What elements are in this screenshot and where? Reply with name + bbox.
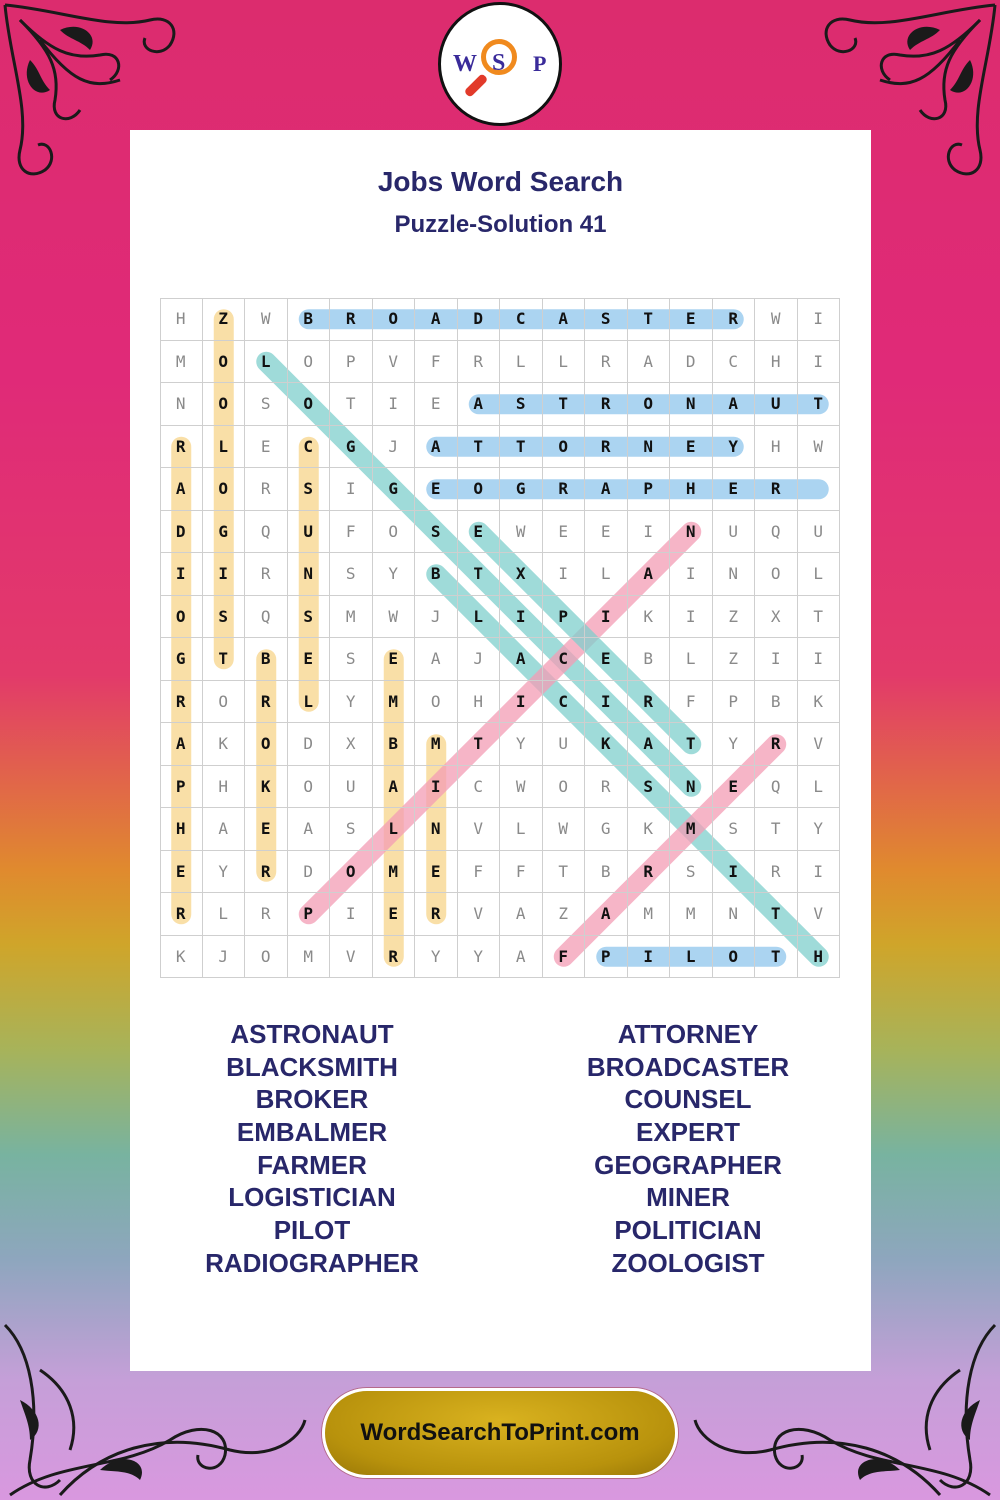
grid-cell: Y xyxy=(415,936,458,979)
grid-cell: I xyxy=(500,681,543,724)
grid-cell: R xyxy=(628,681,671,724)
grid-cell: Y xyxy=(373,553,416,596)
grid-cell: T xyxy=(543,851,586,894)
grid-cell: P xyxy=(628,468,671,511)
grid-cell: E xyxy=(585,511,628,554)
wsp-logo xyxy=(438,2,562,126)
grid-cell: M xyxy=(373,681,416,724)
word-list-item: LOGISTICIAN xyxy=(228,1182,396,1213)
grid-cell: X xyxy=(500,553,543,596)
grid-cell: F xyxy=(670,681,713,724)
grid-cell: C xyxy=(713,341,756,384)
grid-cell: N xyxy=(670,511,713,554)
grid-cell: B xyxy=(628,638,671,681)
grid-cell: B xyxy=(585,851,628,894)
grid-cell: L xyxy=(203,426,246,469)
grid-cell: N xyxy=(670,766,713,809)
word-list-item: BROADCASTER xyxy=(586,1051,790,1082)
grid-cell: S xyxy=(330,808,373,851)
grid-cell: A xyxy=(585,893,628,936)
grid-cell: I xyxy=(543,553,586,596)
grid-cell: O xyxy=(458,468,501,511)
grid-cell: R xyxy=(245,893,288,936)
logo-letter-w: W xyxy=(453,51,477,77)
grid-cell: O xyxy=(203,681,246,724)
grid-cell: G xyxy=(373,468,416,511)
grid-cell: M xyxy=(373,851,416,894)
grid-cell: I xyxy=(798,298,841,341)
grid-cell: P xyxy=(585,936,628,979)
grid-cell: T xyxy=(755,936,798,979)
grid-cell: I xyxy=(585,681,628,724)
grid-cell: O xyxy=(713,936,756,979)
grid-cell: L xyxy=(798,553,841,596)
grid-cell: Q xyxy=(755,511,798,554)
grid-cell: A xyxy=(500,936,543,979)
grid-cell: U xyxy=(543,723,586,766)
grid-cell: V xyxy=(458,808,501,851)
grid-cell: W xyxy=(798,426,841,469)
grid-cell: E xyxy=(415,468,458,511)
grid-cell: T xyxy=(203,638,246,681)
grid-cell: O xyxy=(288,383,331,426)
grid-cell: E xyxy=(415,851,458,894)
grid-cell: H xyxy=(160,298,203,341)
grid-cell: R xyxy=(755,851,798,894)
grid-cell: W xyxy=(245,298,288,341)
grid-cell: Q xyxy=(245,511,288,554)
grid-cell: R xyxy=(458,341,501,384)
grid-cell: R xyxy=(160,426,203,469)
grid-cell: T xyxy=(670,723,713,766)
grid-cell: O xyxy=(203,341,246,384)
word-list-item: PILOT xyxy=(273,1215,351,1246)
grid-cell: I xyxy=(713,851,756,894)
grid-cell: L xyxy=(670,936,713,979)
grid-cell: E xyxy=(713,468,756,511)
grid-cell: D xyxy=(160,511,203,554)
grid-cell: V xyxy=(458,893,501,936)
grid-cell: I xyxy=(203,553,246,596)
grid-cell: B xyxy=(245,638,288,681)
grid-cell: Z xyxy=(543,893,586,936)
grid-cell: A xyxy=(628,723,671,766)
grid-cell: X xyxy=(755,596,798,639)
page-title: Jobs Word Search xyxy=(377,166,624,197)
grid-cell: I xyxy=(415,766,458,809)
grid-cell: E xyxy=(288,638,331,681)
grid-cell: G xyxy=(585,808,628,851)
grid-cell: L xyxy=(585,553,628,596)
grid-cell: R xyxy=(543,468,586,511)
grid-cell: A xyxy=(713,383,756,426)
grid-cell: H xyxy=(160,808,203,851)
grid-cell: O xyxy=(245,723,288,766)
grid-cell: N xyxy=(415,808,458,851)
grid-cell: A xyxy=(628,553,671,596)
grid-cell: H xyxy=(458,681,501,724)
grid-cell: A xyxy=(628,341,671,384)
grid-cell: R xyxy=(373,936,416,979)
grid-cell: N xyxy=(713,553,756,596)
grid-cell: H xyxy=(798,936,841,979)
grid-cell: K xyxy=(203,723,246,766)
grid-cell: P xyxy=(330,341,373,384)
word-list-item: POLITICIAN xyxy=(614,1215,762,1246)
grid-cell: R xyxy=(245,851,288,894)
grid-cell: F xyxy=(500,851,543,894)
grid-cell: E xyxy=(458,511,501,554)
grid-cell: A xyxy=(543,298,586,341)
grid-cell: I xyxy=(330,468,373,511)
grid-cell: H xyxy=(203,766,246,809)
grid-cell: Z xyxy=(713,638,756,681)
grid-cell: O xyxy=(288,341,331,384)
grid-cell: J xyxy=(373,426,416,469)
grid-cell: O xyxy=(330,851,373,894)
word-list-item: ZOOLOGIST xyxy=(611,1247,765,1278)
grid-cell: M xyxy=(670,808,713,851)
grid-cell: E xyxy=(245,808,288,851)
grid-cell: E xyxy=(543,511,586,554)
grid-cell: M xyxy=(628,893,671,936)
grid-cell: G xyxy=(500,468,543,511)
grid-cell: F xyxy=(543,936,586,979)
grid-cell: A xyxy=(160,468,203,511)
grid-cell: C xyxy=(500,298,543,341)
grid-cell: L xyxy=(798,766,841,809)
grid-cell: L xyxy=(500,341,543,384)
grid-cell: V xyxy=(330,936,373,979)
grid-cell: R xyxy=(585,383,628,426)
word-list-left xyxy=(147,1018,477,1280)
grid-cell: W xyxy=(543,808,586,851)
grid-cell: B xyxy=(415,553,458,596)
grid-cell: B xyxy=(288,298,331,341)
grid-cell: L xyxy=(288,681,331,724)
grid-cell: Z xyxy=(713,596,756,639)
grid-cell: K xyxy=(798,681,841,724)
word-list-item: RADIOGRAPHER xyxy=(205,1247,419,1278)
grid-cell: B xyxy=(373,723,416,766)
grid-cell: I xyxy=(330,893,373,936)
word-list-item: EXPERT xyxy=(635,1117,741,1148)
grid-cell: L xyxy=(543,341,586,384)
website-link-label: WordSearchToPrint.com xyxy=(360,1419,640,1446)
grid-cell: C xyxy=(458,766,501,809)
grid-cell: S xyxy=(330,638,373,681)
grid-cell: N xyxy=(160,383,203,426)
grid-cell: Y xyxy=(330,681,373,724)
grid-cell: U xyxy=(798,511,841,554)
grid-cell: R xyxy=(245,553,288,596)
grid-cell: A xyxy=(585,468,628,511)
grid-cell: B xyxy=(755,681,798,724)
grid-cell: T xyxy=(500,426,543,469)
grid-cell: R xyxy=(755,468,798,511)
grid-cell: I xyxy=(670,553,713,596)
grid-cell: V xyxy=(373,341,416,384)
grid-cell: F xyxy=(415,341,458,384)
grid-cell: C xyxy=(543,681,586,724)
grid-cell: U xyxy=(288,511,331,554)
grid-cell: Y xyxy=(458,936,501,979)
grid-cell: P xyxy=(160,766,203,809)
grid-cell: O xyxy=(373,298,416,341)
grid-cell: T xyxy=(543,383,586,426)
grid-cell: M xyxy=(160,341,203,384)
grid-cell: P xyxy=(543,596,586,639)
grid-cell: I xyxy=(755,638,798,681)
grid-cell: S xyxy=(670,851,713,894)
word-list-item: FARMER xyxy=(257,1149,367,1180)
grid-cell: E xyxy=(670,298,713,341)
grid-cell: H xyxy=(755,426,798,469)
grid-cell: T xyxy=(458,553,501,596)
grid-cell: O xyxy=(415,681,458,724)
grid-cell: M xyxy=(415,723,458,766)
grid-cell: P xyxy=(713,681,756,724)
grid-cell: O xyxy=(373,511,416,554)
grid-cell: U xyxy=(713,511,756,554)
grid-cell: S xyxy=(245,383,288,426)
grid-cell: E xyxy=(713,766,756,809)
grid-cell: R xyxy=(160,681,203,724)
grid-cell: E xyxy=(585,638,628,681)
grid-cell xyxy=(798,468,841,511)
grid-cell: U xyxy=(330,766,373,809)
grid-cell: I xyxy=(160,553,203,596)
grid-cell: I xyxy=(798,638,841,681)
grid-cell: X xyxy=(330,723,373,766)
grid-cell: I xyxy=(798,341,841,384)
word-list-item: BROKER xyxy=(255,1084,369,1115)
grid-cell: V xyxy=(798,893,841,936)
grid-cell: R xyxy=(245,681,288,724)
grid-cell: S xyxy=(713,808,756,851)
grid-cell: M xyxy=(288,936,331,979)
page-subtitle: Puzzle-Solution 41 xyxy=(394,211,607,238)
grid-cell: G xyxy=(160,638,203,681)
grid-cell: N xyxy=(713,893,756,936)
grid-cell: F xyxy=(458,851,501,894)
grid-cell: T xyxy=(798,596,841,639)
grid-cell: A xyxy=(415,426,458,469)
grid-cell: S xyxy=(585,298,628,341)
grid-cell: M xyxy=(330,596,373,639)
word-list-item: MINER xyxy=(646,1182,730,1213)
word-list-right xyxy=(523,1018,853,1280)
grid-cell: S xyxy=(288,468,331,511)
grid-cell: R xyxy=(245,468,288,511)
grid-cell: S xyxy=(203,596,246,639)
grid-cell: O xyxy=(288,766,331,809)
grid-cell: L xyxy=(203,893,246,936)
grid-cell: W xyxy=(500,511,543,554)
grid-cell: N xyxy=(628,426,671,469)
grid-cell: E xyxy=(415,383,458,426)
grid-cell: L xyxy=(245,341,288,384)
grid-cell: H xyxy=(755,341,798,384)
logo-letter-p: P xyxy=(533,51,547,76)
logo-letter-s: S xyxy=(492,50,506,76)
grid-cell: A xyxy=(458,383,501,426)
grid-cell: A xyxy=(415,638,458,681)
grid-cell: A xyxy=(415,298,458,341)
grid-cell: Q xyxy=(245,596,288,639)
grid-cell: K xyxy=(585,723,628,766)
word-list-item: COUNSEL xyxy=(624,1084,752,1115)
grid-cell: E xyxy=(245,426,288,469)
grid-cell: R xyxy=(330,298,373,341)
grid-cell: G xyxy=(330,426,373,469)
grid-cell: L xyxy=(373,808,416,851)
grid-cell: V xyxy=(798,723,841,766)
grid-cell: N xyxy=(670,383,713,426)
grid-cell: D xyxy=(458,298,501,341)
grid-cell: C xyxy=(288,426,331,469)
grid-cell: R xyxy=(415,893,458,936)
grid-cell: O xyxy=(203,468,246,511)
grid-cell: Z xyxy=(203,298,246,341)
grid-cell: O xyxy=(543,766,586,809)
grid-cell: K xyxy=(245,766,288,809)
grid-cell: H xyxy=(670,468,713,511)
grid-cell: E xyxy=(373,638,416,681)
grid-cell: D xyxy=(670,341,713,384)
grid-cell: J xyxy=(458,638,501,681)
grid-cell: T xyxy=(330,383,373,426)
grid-cell: P xyxy=(288,893,331,936)
grid-cell: M xyxy=(670,893,713,936)
grid-cell: D xyxy=(288,851,331,894)
grid-cell: T xyxy=(798,383,841,426)
grid-cell: I xyxy=(628,511,671,554)
word-list-item: GEOGRAPHER xyxy=(594,1149,782,1180)
grid-cell: A xyxy=(288,808,331,851)
grid-cell: I xyxy=(373,383,416,426)
grid-cell: A xyxy=(373,766,416,809)
grid-cell: O xyxy=(543,426,586,469)
grid-cell: F xyxy=(330,511,373,554)
grid-cell: C xyxy=(543,638,586,681)
grid-cell: O xyxy=(203,383,246,426)
grid-cell: T xyxy=(755,808,798,851)
grid-cell: A xyxy=(500,893,543,936)
grid-cell: D xyxy=(288,723,331,766)
grid-cell: O xyxy=(628,383,671,426)
grid-cell: R xyxy=(755,723,798,766)
grid-cell: T xyxy=(458,723,501,766)
grid-cell: A xyxy=(500,638,543,681)
word-list-item: ATTORNEY xyxy=(617,1019,759,1049)
grid-cell: A xyxy=(160,723,203,766)
website-link-button[interactable] xyxy=(322,1388,678,1478)
grid-cell: Y xyxy=(713,426,756,469)
grid-cell: Y xyxy=(713,723,756,766)
grid-cell: O xyxy=(160,596,203,639)
grid-cell: R xyxy=(160,893,203,936)
grid-cell: R xyxy=(585,341,628,384)
grid-cell: W xyxy=(755,298,798,341)
grid-cell: U xyxy=(755,383,798,426)
grid-cell: T xyxy=(755,893,798,936)
grid-cell: L xyxy=(670,638,713,681)
grid-cell: K xyxy=(160,936,203,979)
grid-cell: Y xyxy=(798,808,841,851)
grid-cell: K xyxy=(628,596,671,639)
grid-cell: W xyxy=(373,596,416,639)
grid-cell: S xyxy=(628,766,671,809)
grid-cell: I xyxy=(670,596,713,639)
grid-cell: A xyxy=(203,808,246,851)
grid-cell: J xyxy=(415,596,458,639)
grid-cell: R xyxy=(585,766,628,809)
grid-cell: S xyxy=(330,553,373,596)
grid-cell: L xyxy=(500,808,543,851)
grid-cell: L xyxy=(458,596,501,639)
grid-cell: Y xyxy=(500,723,543,766)
word-list-item: EMBALMER xyxy=(236,1117,388,1148)
grid-cell: S xyxy=(500,383,543,426)
grid-cell: I xyxy=(798,851,841,894)
grid-cell: W xyxy=(500,766,543,809)
grid-cell: T xyxy=(628,298,671,341)
grid-cell: I xyxy=(500,596,543,639)
word-list-item: ASTRONAUT xyxy=(230,1019,394,1049)
grid-cell: E xyxy=(670,426,713,469)
grid-cell: R xyxy=(585,426,628,469)
grid-cell: R xyxy=(713,298,756,341)
grid-cell: K xyxy=(628,808,671,851)
grid-cell: R xyxy=(628,851,671,894)
grid-cell: G xyxy=(203,511,246,554)
grid-cell: N xyxy=(288,553,331,596)
grid-cell: J xyxy=(203,936,246,979)
grid-cell: O xyxy=(755,553,798,596)
grid-cell: O xyxy=(245,936,288,979)
grid-cell: Y xyxy=(203,851,246,894)
grid-cell: I xyxy=(628,936,671,979)
grid-cell: Q xyxy=(755,766,798,809)
grid-cell: S xyxy=(288,596,331,639)
grid-cell: I xyxy=(585,596,628,639)
grid-cell: S xyxy=(415,511,458,554)
grid-cell: E xyxy=(373,893,416,936)
grid-cell: T xyxy=(458,426,501,469)
word-list-item: BLACKSMITH xyxy=(226,1051,398,1082)
grid-cell: E xyxy=(160,851,203,894)
letter-grid xyxy=(160,298,840,978)
